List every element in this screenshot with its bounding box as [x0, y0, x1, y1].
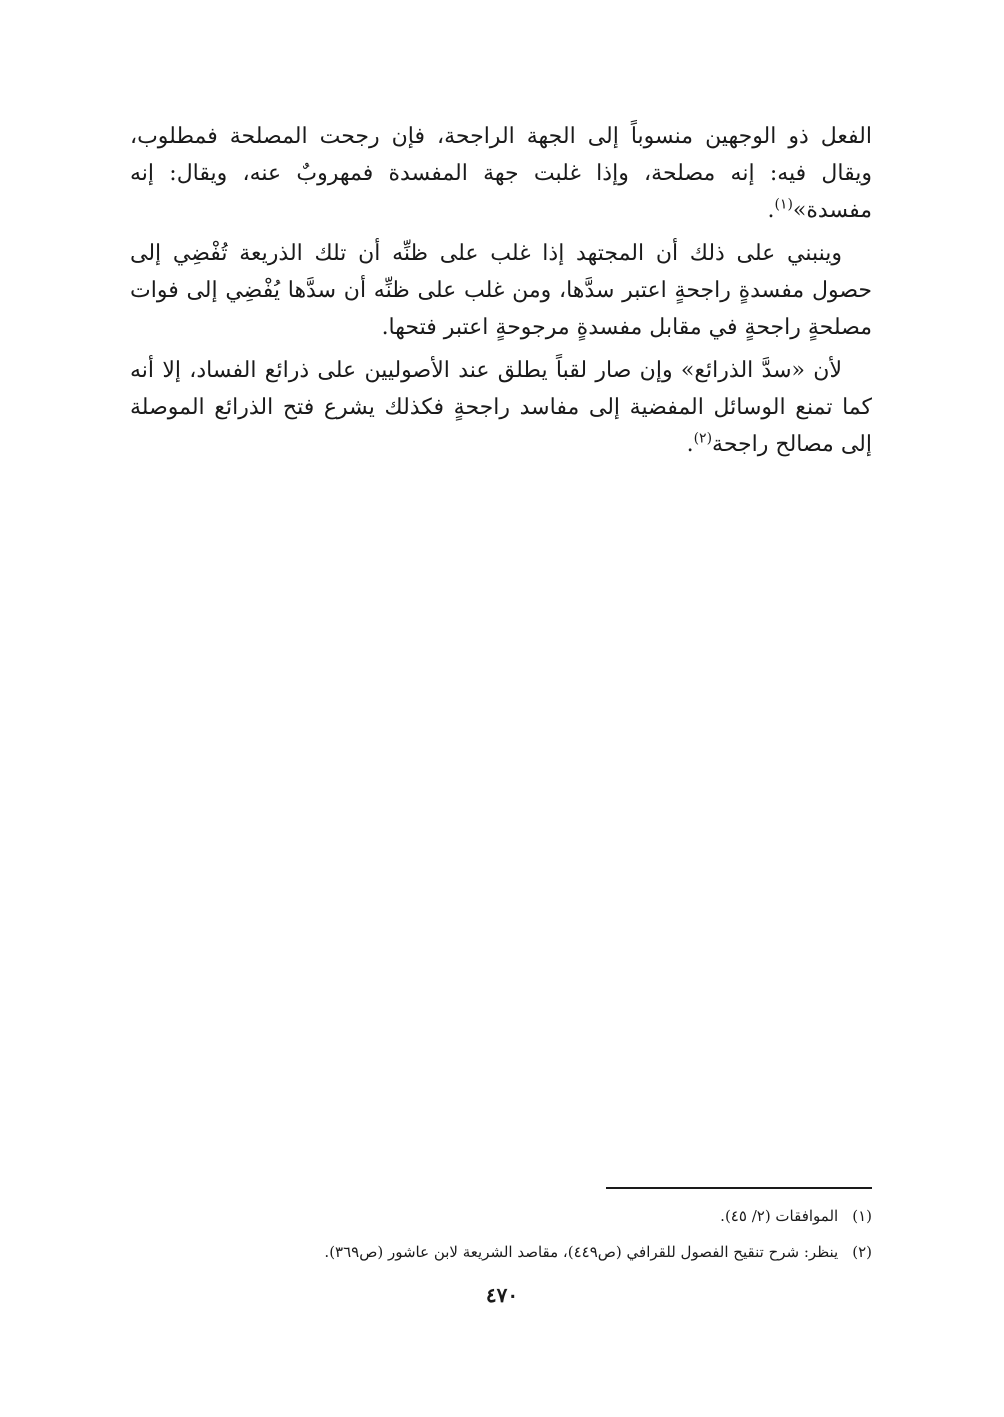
paragraph-3-end: .	[686, 432, 694, 457]
paragraph-1-end: .	[767, 198, 775, 223]
paragraph-3	[130, 352, 872, 463]
paragraph-3-text: لأن «سدَّ الذرائع» وإن صار لقباً يطلق عند الأصوليين على ذرائع الفساد، إلا أنه كما تمنع الوسائل المفضية إلى مفاسد راجحةٍ فكذلك يشرع فتح الذرائع الموصلة إلى مصالح راجحة	[130, 358, 872, 457]
footnote-text: الموافقات (٢/ ٤٥).	[720, 1207, 839, 1225]
paragraph-1	[130, 118, 872, 229]
paragraph-2: وينبني على ذلك أن المجتهد إذا غلب على ظنِّه أن تلك الذريعة تُفْضِي إلى حصول مفسدةٍ راجحةٍ اعتبر سدَّها، ومن غلب على ظنِّه أن سدَّها يُفْضِي إلى فوات مصلحةٍ راجحةٍ في مقابل مفسدةٍ مرجوحةٍ اعتبر فتحها.	[130, 241, 872, 340]
footnote-2	[200, 1234, 872, 1270]
footnote-ref-2[interactable]: (٢)	[693, 430, 713, 447]
footnote-text: ينظر: شرح تنقيح الفصول للقرافي (ص٤٤٩)، مقاصد الشريعة لابن عاشور (ص٣٦٩).	[324, 1243, 839, 1261]
footnotes	[200, 1198, 872, 1270]
footnote-number: (١)	[852, 1207, 872, 1225]
footnote-number: (٢)	[852, 1243, 872, 1261]
footnote-divider	[606, 1187, 872, 1189]
paragraph-1-text: الفعل ذو الوجهين منسوباً إلى الجهة الراجحة، فإن رجحت المصلحة فمطلوب، ويقال فيه: إنه مصلحة، وإذا غلبت جهة المفسدة فمهروبٌ عنه، ويقال: إنه مفسدة»	[130, 124, 872, 223]
footnote-1	[200, 1198, 872, 1234]
page-number: ٤٧٠	[485, 1283, 519, 1307]
body-text	[130, 118, 872, 469]
footnote-ref-1[interactable]: (١)	[774, 196, 793, 213]
